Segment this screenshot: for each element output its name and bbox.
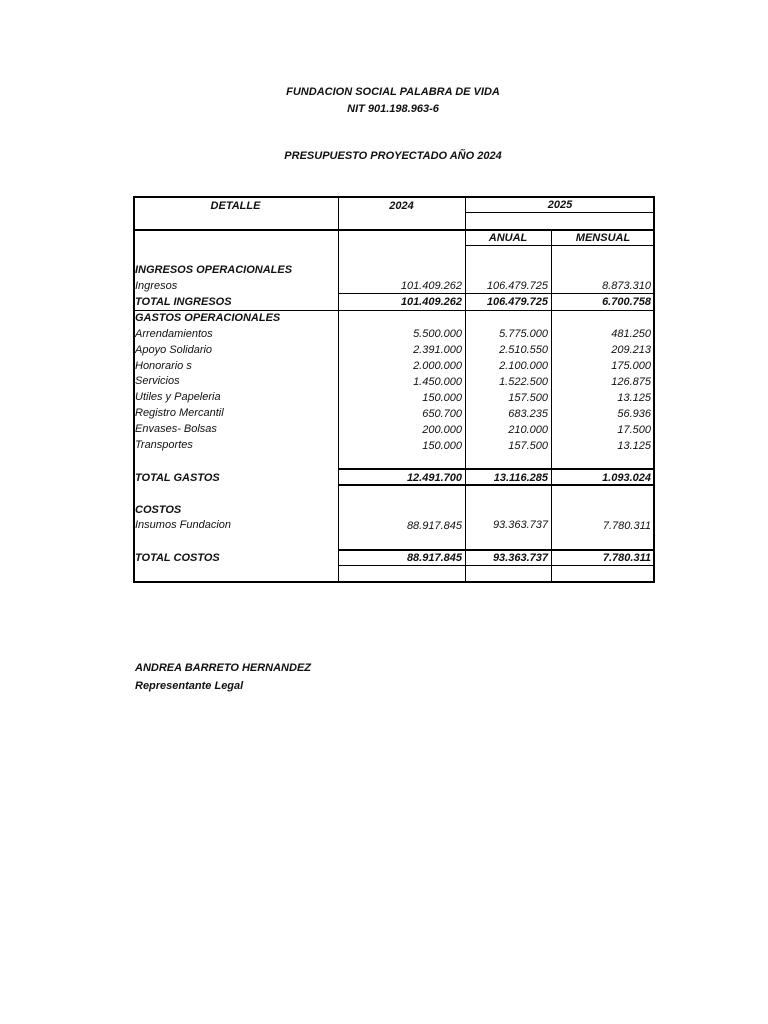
gasto-anual: 157.500 [508, 440, 548, 452]
section-costos: COSTOS [135, 504, 182, 516]
gasto-label: Honorario s [135, 360, 192, 372]
gasto-mensual: 126.875 [611, 376, 651, 388]
gasto-label: Servicios [135, 375, 180, 387]
gasto-2024: 2.391.000 [413, 344, 462, 356]
costo-anual: 93.363.737 [492, 519, 548, 531]
section-gastos: GASTOS OPERACIONALES [135, 312, 281, 324]
gasto-mensual: 13.125 [617, 392, 651, 404]
signatory-name: ANDREA BARRETO HERNANDEZ [135, 662, 312, 674]
gasto-anual: 2.510.550 [499, 344, 548, 356]
document-title: PRESUPUESTO PROYECTADO AÑO 2024 [284, 150, 502, 162]
row-divider [338, 468, 655, 470]
gasto-anual: 210.000 [508, 424, 548, 436]
total-ingresos-mensual: 6.700.758 [602, 296, 651, 308]
total-costos-anual: 93.363.737 [492, 552, 548, 564]
budget-table [133, 196, 655, 583]
row-divider [465, 245, 655, 246]
row-divider [338, 565, 655, 566]
nit-number: NIT 901.198.963-6 [347, 103, 439, 115]
header-mensual: MENSUAL [575, 232, 631, 244]
row-label: Ingresos [135, 280, 178, 292]
gasto-2024: 650.700 [422, 408, 462, 420]
gasto-mensual: 481.250 [611, 328, 651, 340]
gasto-2024: 1.450.000 [413, 376, 462, 388]
total-gastos-label: TOTAL GASTOS [135, 472, 220, 484]
total-gastos-mensual: 1.093.024 [602, 472, 651, 484]
gasto-anual: 5.775.000 [499, 328, 548, 340]
total-costos-2024: 88.917.845 [406, 552, 462, 564]
gasto-label: Transportes [135, 439, 193, 451]
value-anual: 106.479.725 [486, 280, 548, 292]
total-ingresos-anual: 106.479.725 [486, 296, 548, 308]
costo-2024: 88.917.845 [406, 520, 462, 532]
total-ingresos-label: TOTAL INGRESOS [135, 296, 232, 308]
value-mensual: 8.873.310 [602, 280, 651, 292]
organization-name: FUNDACION SOCIAL PALABRA DE VIDA [286, 86, 500, 98]
header-2025: 2025 [547, 199, 573, 211]
header-anual: ANUAL [488, 232, 528, 244]
gasto-anual: 683.235 [508, 408, 548, 420]
gasto-label: Arrendamientos [135, 328, 213, 340]
costo-label: Insumos Fundacion [135, 519, 231, 531]
gasto-mensual: 56.936 [617, 408, 651, 420]
gasto-mensual: 209.213 [611, 344, 651, 356]
gasto-anual: 2.100.000 [499, 360, 548, 372]
total-ingresos-2024: 101.409.262 [400, 296, 462, 308]
total-costos-mensual: 7.780.311 [602, 552, 651, 564]
total-gastos-anual: 13.116.285 [493, 472, 548, 484]
value-2024: 101.409.262 [400, 280, 462, 292]
total-gastos-2024: 12.491.700 [406, 472, 462, 484]
gasto-2024: 150.000 [422, 440, 462, 452]
signatory-role: Representante Legal [135, 680, 244, 692]
gasto-mensual: 13.125 [617, 440, 651, 452]
gasto-anual: 157.500 [508, 392, 548, 404]
gasto-label: Utiles y Papeleria [135, 391, 221, 403]
gasto-label: Envases- Bolsas [135, 423, 217, 435]
gasto-2024: 2.000.000 [413, 360, 462, 372]
total-costos-label: TOTAL COSTOS [135, 552, 220, 564]
gasto-mensual: 17.500 [617, 424, 651, 436]
section-ingresos: INGRESOS OPERACIONALES [135, 264, 293, 276]
gasto-anual: 1.522.500 [499, 376, 548, 388]
gasto-mensual: 175.000 [611, 360, 651, 372]
header-detalle: DETALLE [210, 200, 261, 212]
costo-mensual: 7.780.311 [602, 520, 651, 532]
header-2024: 2024 [389, 200, 414, 212]
gasto-label: Registro Mercantil [135, 407, 224, 419]
row-divider [338, 293, 655, 294]
gasto-2024: 200.000 [422, 424, 462, 436]
gasto-2024: 150.000 [422, 392, 462, 404]
row-divider [465, 212, 655, 213]
gasto-label: Apoyo Solidario [135, 344, 213, 356]
gasto-2024: 5.500.000 [413, 328, 462, 340]
